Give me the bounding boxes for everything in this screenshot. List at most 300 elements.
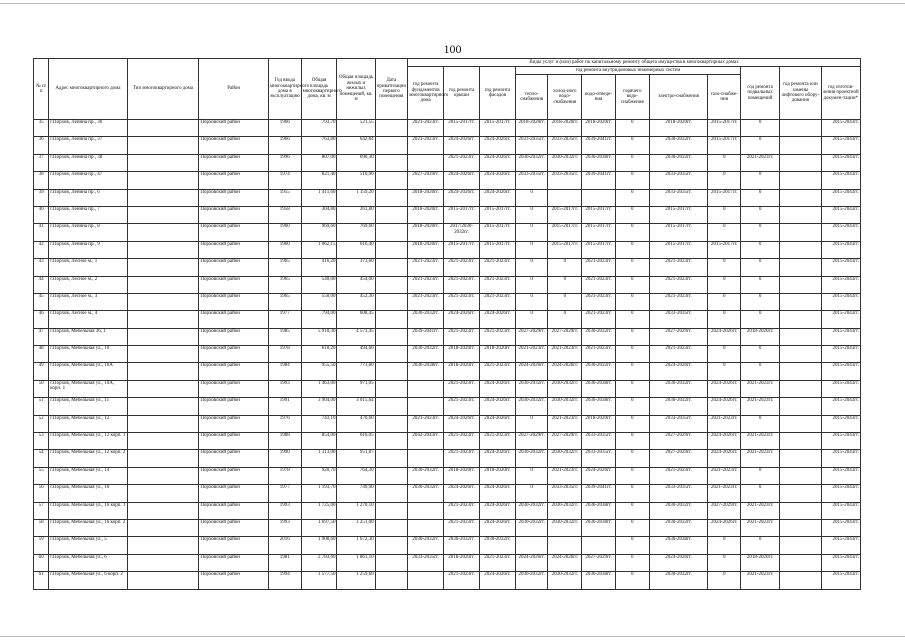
basement-cell: 0: [741, 241, 780, 258]
privatization-cell: [375, 241, 408, 258]
row-number: 50: [34, 380, 49, 397]
col-roof-header: год ремонта крыши: [444, 67, 480, 120]
living-area-cell: 1 861,10: [337, 554, 375, 571]
type-cell: [127, 241, 199, 258]
roof-cell: 2021-2023гг.: [444, 328, 480, 345]
year-cell: 1974: [268, 172, 301, 189]
table-row: [34, 450, 861, 467]
cold-water-cell: 2015-2017гг.: [548, 206, 582, 223]
row-number: 39: [34, 189, 49, 206]
address-cell: г.Порхов, Мебельная ул., 11: [49, 398, 127, 415]
total-area-cell: 794,00: [301, 311, 337, 328]
col-num-header: № п/п: [34, 59, 49, 120]
foundation-cell: [408, 450, 444, 467]
table-row: [34, 311, 861, 328]
gas-cell: 0: [708, 311, 741, 328]
drainage-cell: 2018-2020гг.: [582, 415, 616, 432]
electric-cell: 2027-2029гг.: [649, 328, 708, 345]
cold-water-cell: 2030-2032гг.: [548, 502, 582, 519]
address-cell: г.Порхов, Мебельная ул., 10А, корп. 1: [49, 380, 127, 397]
drainage-cell: 2021-2023гг.: [582, 276, 616, 293]
design-cell: 2015-2043гг.: [821, 433, 860, 450]
foundation-cell: 2030-2032гг.: [408, 311, 444, 328]
table-row: [34, 398, 861, 415]
cold-water-cell: 2024-2026гг.: [548, 363, 582, 380]
facade-cell: 2021-2023гг.: [479, 328, 515, 345]
living-area-cell: 4 571,45: [337, 328, 375, 345]
gas-cell: 2027-2029гг.: [708, 502, 741, 519]
privatization-cell: [375, 519, 408, 536]
row-number: 58: [34, 519, 49, 536]
living-area-cell: 494,60: [337, 346, 375, 363]
facade-cell: 2024-2026гг.: [479, 172, 515, 189]
drainage-cell: 2015-2017гг.: [582, 241, 616, 258]
systems-group-header: год ремонта внутридомовых инженерных систем: [515, 67, 740, 75]
row-number: 44: [34, 276, 49, 293]
facade-cell: 2024-2026гг.: [479, 572, 515, 589]
basement-cell: 0: [741, 415, 780, 432]
elevator-cell: [780, 380, 821, 397]
hot-water-cell: 0: [615, 206, 649, 223]
elevator-cell: [780, 398, 821, 415]
facade-cell: 2030-2032гг.: [479, 537, 515, 554]
type-cell: [127, 259, 199, 276]
living-area-cell: 616,05: [337, 433, 375, 450]
living-area-cell: 452,30: [337, 293, 375, 310]
roof-cell: 2015-2017гг.: [444, 120, 480, 137]
district-cell: Порховский район: [199, 172, 269, 189]
hot-water-cell: 0: [615, 276, 649, 293]
year-cell: 1993: [268, 502, 301, 519]
roof-cell: 2024-2026гг.: [444, 485, 480, 502]
design-cell: 2015-2043гг.: [821, 206, 860, 223]
basement-cell: 0: [741, 467, 780, 484]
drainage-cell: 2021-2023гг.: [582, 311, 616, 328]
row-number: 43: [34, 259, 49, 276]
privatization-cell: [375, 172, 408, 189]
roof-cell: 2021-2023гг.: [444, 259, 480, 276]
type-cell: [127, 137, 199, 154]
roof-cell: 2021-2023гг.: [444, 519, 480, 536]
design-cell: 2015-2043гг.: [821, 189, 860, 206]
heat-cell: 0: [515, 311, 548, 328]
roof-cell: 2021-2023гг.: [444, 380, 480, 397]
elevator-cell: [780, 172, 821, 189]
cold-water-cell: 2030-2032гг.: [548, 380, 582, 397]
roof-cell: 2021-2023гг.: [444, 450, 480, 467]
electric-cell: 2033-2035гг.: [649, 485, 708, 502]
district-cell: Порховский район: [199, 398, 269, 415]
table-row: [34, 224, 861, 241]
design-cell: 2015-2043гг.: [821, 467, 860, 484]
basement-cell: 2021-2023гг.: [741, 433, 780, 450]
design-cell: 2015-2043гг.: [821, 311, 860, 328]
elevator-cell: [780, 537, 821, 554]
roof-cell: 2024-2026гг.: [444, 311, 480, 328]
heat-cell: 0: [515, 415, 548, 432]
cold-water-cell: 2015-2017гг.: [548, 224, 582, 241]
design-cell: 2015-2043гг.: [821, 346, 860, 363]
total-area-cell: 5 910,30: [301, 328, 337, 345]
basement-cell: 0: [741, 137, 780, 154]
electric-cell: 2021-2023гг.: [649, 259, 708, 276]
heat-cell: 0: [515, 485, 548, 502]
total-area-cell: 1 313,00: [301, 450, 337, 467]
year-cell: 1960: [268, 224, 301, 241]
heat-cell: 0: [515, 241, 548, 258]
type-cell: [127, 311, 199, 328]
roof-cell: 2030-2032гг.: [444, 537, 480, 554]
foundation-cell: 2039-2041гг.: [408, 328, 444, 345]
living-area-cell: 1 159,20: [337, 189, 375, 206]
elevator-cell: [780, 206, 821, 223]
row-number: 57: [34, 502, 49, 519]
cold-water-cell: 0: [548, 311, 582, 328]
district-cell: Порховский район: [199, 467, 269, 484]
heat-cell: 0: [515, 224, 548, 241]
district-cell: Порховский район: [199, 415, 269, 432]
facade-cell: 2024-2026гг.: [479, 485, 515, 502]
living-area-cell: 373,60: [337, 259, 375, 276]
year-cell: 1991: [268, 398, 301, 415]
elevator-cell: [780, 224, 821, 241]
living-area-cell: 769,60: [337, 224, 375, 241]
year-cell: 1965: [268, 276, 301, 293]
scan-edge-top: [0, 3, 905, 4]
year-cell: 1990: [268, 450, 301, 467]
basement-cell: 0: [741, 189, 780, 206]
heat-cell: 0: [515, 467, 548, 484]
gas-cell: 2021-2023гг.: [708, 415, 741, 432]
cold-water-cell: [548, 189, 582, 206]
roof-cell: 2024-2026гг.: [444, 172, 480, 189]
electric-cell: 2033-2035гг.: [649, 415, 708, 432]
roof-cell: 2024-2026гг.: [444, 415, 480, 432]
electric-cell: 2030-2032гг.: [649, 502, 708, 519]
hot-water-cell: 0: [615, 415, 649, 432]
drainage-cell: 2018-2020гг.: [582, 120, 616, 137]
electric-cell: 2024-2026гг.: [649, 363, 708, 380]
col-drain-header: водо-отведе-ния: [582, 75, 616, 120]
type-cell: [127, 398, 199, 415]
address-cell: г.Порхов, Мебельная ул., 16 корп. 1: [49, 502, 127, 519]
roof-cell: 2021-2023гг.: [444, 293, 480, 310]
hot-water-cell: 0: [615, 154, 649, 171]
electric-cell: 2030-2032гг.: [649, 398, 708, 415]
type-cell: [127, 554, 199, 571]
year-cell: 1958: [268, 206, 301, 223]
col-total-area-header: Общая площадь многоквартирного дома, кв. м: [301, 59, 337, 120]
heat-cell: 2033-2035гг.: [515, 172, 548, 189]
row-number: 56: [34, 485, 49, 502]
type-cell: [127, 572, 199, 589]
type-cell: [127, 328, 199, 345]
facade-cell: 2024-2026гг.: [479, 450, 515, 467]
table-row: [34, 189, 861, 206]
design-cell: 2015-2043гг.: [821, 554, 860, 571]
roof-cell: 2018-2020гг.: [444, 363, 480, 380]
type-cell: [127, 450, 199, 467]
year-cell: 1955: [268, 189, 301, 206]
facade-cell: 2015-2017гг.: [479, 206, 515, 223]
type-cell: [127, 206, 199, 223]
hot-water-cell: 0: [615, 293, 649, 310]
gas-cell: 2015-2017гг.: [708, 189, 741, 206]
row-number: 40: [34, 206, 49, 223]
row-number: 54: [34, 450, 49, 467]
foundation-cell: 2021-2023гг.: [408, 293, 444, 310]
col-design-header: год изготов-ления проектной докумен-тации*: [821, 67, 860, 120]
design-cell: 2015-2043гг.: [821, 137, 860, 154]
privatization-cell: [375, 259, 408, 276]
privatization-cell: [375, 485, 408, 502]
hot-water-cell: 0: [615, 241, 649, 258]
heat-cell: 0: [515, 189, 548, 206]
heat-cell: 0: [515, 206, 548, 223]
district-cell: Порховский район: [199, 120, 269, 137]
facade-cell: 2018-2020гг.: [479, 346, 515, 363]
cold-water-cell: 0: [548, 293, 582, 310]
type-cell: [127, 172, 199, 189]
address-cell: г.Порхов, Лесное м., 3: [49, 293, 127, 310]
drainage-cell: 2033-2035гг.: [582, 433, 616, 450]
foundation-cell: [408, 154, 444, 171]
type-cell: [127, 346, 199, 363]
heat-cell: 2033-2035гг.: [515, 137, 548, 154]
address-cell: г.Порхов, Мебельная ул., 14: [49, 467, 127, 484]
electric-cell: 2015-2017гг.: [649, 224, 708, 241]
row-number: 55: [34, 467, 49, 484]
col-foundation-header: год ремонта фундаментов многоквартирного дома: [408, 67, 444, 120]
foundation-cell: 2030-2032гг.: [408, 346, 444, 363]
basement-cell: 0: [741, 224, 780, 241]
type-cell: [127, 485, 199, 502]
privatization-cell: [375, 293, 408, 310]
facade-cell: 2021-2023гг.: [479, 276, 515, 293]
basement-cell: 0: [741, 293, 780, 310]
district-cell: Порховский район: [199, 572, 269, 589]
basement-cell: 0: [741, 485, 780, 502]
year-cell: 1996: [268, 154, 301, 171]
year-cell: 1993: [268, 519, 301, 536]
roof-cell: 2018-2020гг.: [444, 554, 480, 571]
gas-cell: 0: [708, 154, 741, 171]
privatization-cell: [375, 572, 408, 589]
cold-water-cell: [548, 537, 582, 554]
electric-cell: 2018-2020гг.: [649, 120, 708, 137]
facade-cell: 2024-2026гг.: [479, 189, 515, 206]
district-cell: Порховский район: [199, 450, 269, 467]
type-cell: [127, 120, 199, 137]
basement-cell: 2018-2020гг.: [741, 554, 780, 571]
address-cell: г.Порхов, Мебельная ул., 16 корп. 2: [49, 519, 127, 536]
year-cell: 1965: [268, 259, 301, 276]
district-cell: Порховский район: [199, 485, 269, 502]
hot-water-cell: 0: [615, 259, 649, 276]
living-area-cell: 771,80: [337, 363, 375, 380]
table-row: [34, 572, 861, 589]
living-area-cell: 454,00: [337, 276, 375, 293]
gas-cell: 0: [708, 293, 741, 310]
drainage-cell: 2027-2029гг.: [582, 554, 616, 571]
roof-cell: 2021-2023гг.: [444, 433, 480, 450]
hot-water-cell: 0: [615, 485, 649, 502]
table-row: [34, 120, 861, 137]
address-cell: г.Порхов, Ленина пр., 7: [49, 206, 127, 223]
year-cell: 1978: [268, 467, 301, 484]
basement-cell: 2021-2023гг.: [741, 572, 780, 589]
foundation-cell: 2030-2032гг.: [408, 485, 444, 502]
foundation-cell: 2027-2029гг.: [408, 172, 444, 189]
gas-cell: 2015-2017гг.: [708, 241, 741, 258]
type-cell: [127, 433, 199, 450]
type-cell: [127, 537, 199, 554]
electric-cell: 2015-2017гг.: [649, 241, 708, 258]
privatization-cell: [375, 189, 408, 206]
table-row: [34, 485, 861, 502]
year-cell: 1977: [268, 311, 301, 328]
table-row: [34, 276, 861, 293]
living-area-cell: 951,87: [337, 450, 375, 467]
total-area-cell: 743,10: [301, 415, 337, 432]
district-cell: Порховский район: [199, 137, 269, 154]
design-cell: 2015-2043гг.: [821, 276, 860, 293]
foundation-cell: 2018-2020гг.: [408, 241, 444, 258]
heat-cell: 0: [515, 276, 548, 293]
address-cell: г.Порхов, Мебельная ул., 16: [49, 485, 127, 502]
electric-cell: 2033-2035гг.: [649, 311, 708, 328]
heat-cell: 2027-2029гг.: [515, 328, 548, 345]
gas-cell: 2024-2026гг.: [708, 328, 741, 345]
district-cell: Порховский район: [199, 276, 269, 293]
privatization-cell: [375, 224, 408, 241]
design-cell: 2015-2043гг.: [821, 398, 860, 415]
year-cell: 1976: [268, 415, 301, 432]
design-cell: 2015-2043гг.: [821, 241, 860, 258]
year-cell: 1985: [268, 328, 301, 345]
drainage-cell: 2036-2038гг.: [582, 398, 616, 415]
year-cell: 1960: [268, 241, 301, 258]
type-cell: [127, 276, 199, 293]
scan-edge-bottom: [0, 636, 905, 637]
col-cold-header: холод-ного водо-снабжения: [548, 75, 582, 120]
basement-cell: 0: [741, 537, 780, 554]
address-cell: г.Порхов, Мебельная ул., 5: [49, 537, 127, 554]
table-row: [34, 502, 861, 519]
total-area-cell: 969,60: [301, 224, 337, 241]
row-number: 48: [34, 346, 49, 363]
gas-cell: 0: [708, 206, 741, 223]
privatization-cell: [375, 450, 408, 467]
elevator-cell: [780, 259, 821, 276]
elevator-cell: [780, 572, 821, 589]
row-number: 51: [34, 398, 49, 415]
col-type-header: Тип многоквартирного дома: [127, 59, 199, 120]
gas-cell: 2024-2026гг.: [708, 450, 741, 467]
district-cell: Порховский район: [199, 206, 269, 223]
total-area-cell: 854,00: [301, 433, 337, 450]
col-privatization-header: Дата приватизации первого помещения: [375, 59, 408, 120]
privatization-cell: [375, 554, 408, 571]
heat-cell: 2030-2032гг.: [515, 519, 548, 536]
address-cell: г.Порхов, Лесное м., 4: [49, 311, 127, 328]
living-area-cell: 1 259,60: [337, 572, 375, 589]
table-row: [34, 206, 861, 223]
living-area-cell: 261,80: [337, 206, 375, 223]
foundation-cell: 2018-2020гг.: [408, 224, 444, 241]
table-row: [34, 172, 861, 189]
basement-cell: 0: [741, 311, 780, 328]
address-cell: г.Порхов, Мебельная 36, 1: [49, 328, 127, 345]
page-number: 100: [443, 42, 462, 56]
heat-cell: 2030-2032гг.: [515, 398, 548, 415]
year-cell: 1965: [268, 293, 301, 310]
district-cell: Порховский район: [199, 519, 269, 536]
table-row: [34, 241, 861, 258]
elevator-cell: [780, 554, 821, 571]
elevator-cell: [780, 346, 821, 363]
district-cell: Порховский район: [199, 293, 269, 310]
electric-cell: 2021-2023гг.: [649, 346, 708, 363]
year-cell: 1993: [268, 380, 301, 397]
cold-water-cell: 2030-2032гг.: [548, 154, 582, 171]
basement-cell: 2018-2020гг.: [741, 328, 780, 345]
design-cell: 2015-2043гг.: [821, 154, 860, 171]
col-basement-header: год ремонта подвальных помещений: [741, 67, 780, 120]
address-cell: г.Порхов, Мебельная ул., 12: [49, 415, 127, 432]
type-cell: [127, 224, 199, 241]
elevator-cell: [780, 311, 821, 328]
roof-cell: 2017/2030-2032гг.: [444, 224, 480, 241]
gas-cell: 2015-2017гг.: [708, 137, 741, 154]
design-cell: 2015-2043гг.: [821, 485, 860, 502]
roof-cell: 2021-2023гг.: [444, 398, 480, 415]
district-cell: Порховский район: [199, 346, 269, 363]
elevator-cell: [780, 519, 821, 536]
design-cell: 2015-2043гг.: [821, 172, 860, 189]
roof-cell: 2024-2026гг.: [444, 189, 480, 206]
living-area-cell: 749,90: [337, 485, 375, 502]
facade-cell: 2021-2023гг.: [479, 433, 515, 450]
cold-water-cell: 2033-2035гг.: [548, 485, 582, 502]
design-cell: 2015-2043гг.: [821, 572, 860, 589]
facade-cell: 2024-2026гг.: [479, 519, 515, 536]
heat-cell: [515, 537, 548, 554]
cold-water-cell: 2033-2035гг.: [548, 172, 582, 189]
cold-water-cell: 2030-2032гг.: [548, 398, 582, 415]
drainage-cell: 2036-2038гг.: [582, 380, 616, 397]
table-row: [34, 328, 861, 345]
total-area-cell: 3 904,00: [301, 398, 337, 415]
year-cell: 1966: [268, 137, 301, 154]
type-cell: [127, 293, 199, 310]
cold-water-cell: 2021-2023гг.: [548, 467, 582, 484]
col-district-header: Район: [199, 59, 269, 120]
hot-water-cell: 0: [615, 572, 649, 589]
type-cell: [127, 467, 199, 484]
total-area-cell: 540,00: [301, 276, 337, 293]
col-hot-header: горячего водо-снабжения: [615, 75, 649, 120]
gas-cell: 2021-2023гг.: [708, 485, 741, 502]
electric-cell: 2030-2032гг.: [649, 519, 708, 536]
living-area-cell: 642,84: [337, 137, 375, 154]
district-cell: Порховский район: [199, 224, 269, 241]
total-area-cell: 807,00: [301, 154, 337, 171]
address-cell: г.Порхов, Мебельная ул., 12 корп. 2: [49, 450, 127, 467]
row-number: 49: [34, 363, 49, 380]
basement-cell: 2021-2023гг.: [741, 154, 780, 171]
facade-cell: 2021-2023гг.: [479, 363, 515, 380]
